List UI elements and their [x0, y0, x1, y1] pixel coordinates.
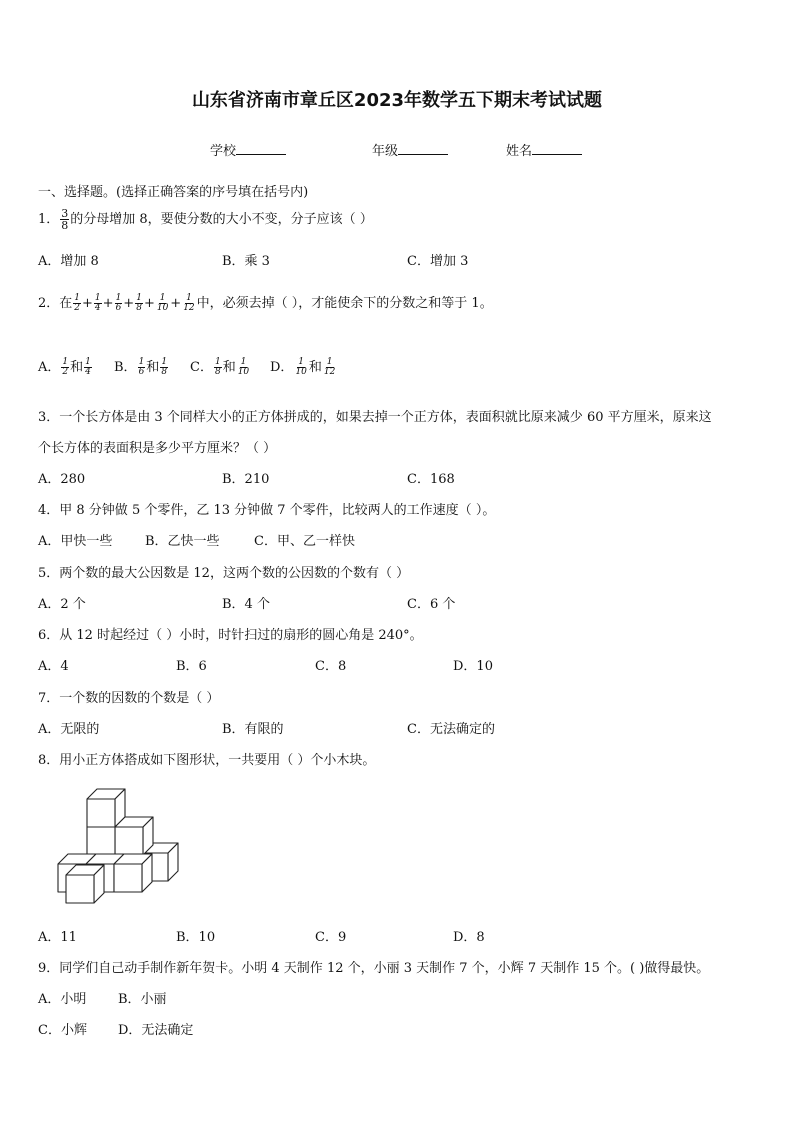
grade-blank: [398, 142, 448, 155]
and-word: 和: [70, 360, 84, 375]
question-5: 5．两个数的最大公因数是 12，这两个数的公因数的个数有（ ）: [38, 566, 410, 581]
q1-option-a: A．增加 8: [38, 254, 99, 269]
page-title: 山东省济南市章丘区2023年数学五下期末考试试题: [191, 90, 603, 111]
q8-option-d: D．8: [453, 930, 485, 945]
and-word: 和: [222, 360, 236, 375]
fraction: $\frac{1}{8}$: [214, 357, 221, 377]
q2-frac-6: $\frac{1}{12}$: [183, 293, 195, 313]
q9-option-b: B．小丽: [118, 992, 167, 1007]
school-field: [210, 140, 286, 159]
option-label: D．: [270, 360, 294, 375]
and-word: 和: [146, 360, 160, 375]
q7-option-b: B．有限的: [222, 722, 284, 737]
plus-sign: +: [123, 296, 135, 311]
name-blank: [532, 142, 582, 155]
q6-option-d: D．10: [453, 659, 493, 674]
question-8: 8．用小正方体搭成如下图形状，一共要用（ ）个小木块。: [38, 753, 376, 768]
q8-option-c: C．9: [315, 930, 347, 945]
q9-option-d: D．无法确定: [118, 1023, 194, 1038]
grade-field: [372, 140, 448, 159]
fraction: $\frac{1}{2}$: [62, 357, 69, 377]
question-2-number: 2．在: [38, 296, 73, 311]
q9-option-c: C．小辉: [38, 1023, 87, 1038]
q2-option-a: [38, 356, 93, 377]
option-label: C．: [190, 360, 213, 375]
fraction: $\frac{1}{8}$: [161, 357, 168, 377]
q6-option-a: A．4: [38, 659, 69, 674]
cube: [87, 789, 125, 827]
q8-option-b: B．10: [176, 930, 216, 945]
q2-frac-3: $\frac{1}{6}$: [115, 293, 122, 313]
fraction: $\frac{1}{4}$: [85, 357, 91, 377]
q2-frac-4: $\frac{1}{8}$: [136, 293, 142, 313]
q4-option-b: B．乙快一些: [145, 534, 220, 549]
and-word: 和: [308, 360, 322, 375]
grade-label: 年级: [372, 144, 399, 159]
fraction: $\frac{1}{6}$: [138, 357, 145, 377]
question-3-line-2: 个长方体的表面积是多少平方厘米？（ ）: [38, 441, 277, 456]
option-label: A．: [38, 360, 61, 375]
q5-option-c: C．6 个: [407, 597, 456, 612]
q9-option-a: A．小明: [38, 992, 87, 1007]
question-6: 6．从 12 时起经过（ ）小时，时针扫过的扇形的圆心角是 240°。: [38, 628, 423, 643]
q1-option-c: C．增加 3: [407, 254, 469, 269]
question-3-line-1: 3．一个长方体是由 3 个同样大小的正方体拼成的，如果去掉一个正方体，表面积就比原来减少 60 平方厘米，原来这: [38, 410, 712, 425]
q6-option-c: C．8: [315, 659, 347, 674]
name-label: 姓名: [506, 144, 533, 159]
option-label: B．: [114, 360, 137, 375]
q8-option-a: A．11: [38, 930, 77, 945]
plus-sign: +: [82, 296, 93, 311]
q2-option-d: [270, 356, 337, 377]
q2-option-c: [190, 356, 251, 377]
cube: [87, 827, 115, 855]
plus-sign: +: [170, 296, 182, 311]
question-2-text: 中，必须去掉（ ），才能使余下的分数之和等于 1。: [196, 296, 493, 311]
q3-option-c: C．168: [407, 472, 455, 487]
q7-option-a: A．无限的: [38, 722, 100, 737]
q2-frac-1: $\frac{1}{2}$: [74, 293, 81, 313]
q3-option-a: A．280: [38, 472, 86, 487]
question-7: 7．一个数的因数的个数是（ ）: [38, 691, 220, 706]
q7-option-c: C．无法确定的: [407, 722, 495, 737]
q2-frac-5: $\frac{1}{10}$: [156, 293, 169, 313]
q4-option-c: C．甲、乙一样快: [254, 534, 355, 549]
school-blank: [236, 142, 286, 155]
cube-stack-figure: [40, 785, 190, 910]
cube: [66, 865, 104, 903]
cube: [114, 854, 152, 892]
fraction: $\frac{1}{10}$: [237, 357, 250, 377]
q3-option-b: B．210: [222, 472, 270, 487]
fraction: $\frac{1}{10}$: [295, 357, 307, 377]
question-1-fraction: $\frac{3}{8}$: [61, 207, 69, 232]
q2-option-b: [114, 356, 169, 377]
school-label: 学校: [210, 144, 237, 159]
question-2: [38, 292, 493, 313]
question-4: 4．甲 8 分钟做 5 个零件，乙 13 分钟做 7 个零件，比较两人的工作速度（ ）。: [38, 503, 496, 518]
question-1: [38, 208, 373, 231]
question-9: 9．同学们自己动手制作新年贺卡。小明 4 天制作 12 个，小丽 3 天制作 7 个，小辉 7 天制作 15 个。( )做得最快。: [38, 961, 710, 976]
q2-frac-2: $\frac{1}{4}$: [94, 293, 101, 313]
cube: [115, 817, 153, 855]
question-1-number: 1．: [38, 212, 60, 227]
q5-option-a: A．2 个: [38, 597, 86, 612]
q4-option-a: A．甲快一些: [38, 534, 113, 549]
q1-option-b: B．乘 3: [222, 254, 270, 269]
question-1-text: 的分母增加 8，要使分数的大小不变，分子应该（ ）: [70, 212, 373, 227]
name-field: [506, 140, 582, 159]
plus-sign: +: [143, 296, 155, 311]
section-heading: 一、选择题。(选择正确答案的序号填在括号内): [38, 185, 309, 200]
fraction: $\frac{1}{12}$: [323, 357, 336, 377]
q6-option-b: B．6: [176, 659, 207, 674]
plus-sign: +: [102, 296, 114, 311]
q5-option-b: B．4 个: [222, 597, 270, 612]
